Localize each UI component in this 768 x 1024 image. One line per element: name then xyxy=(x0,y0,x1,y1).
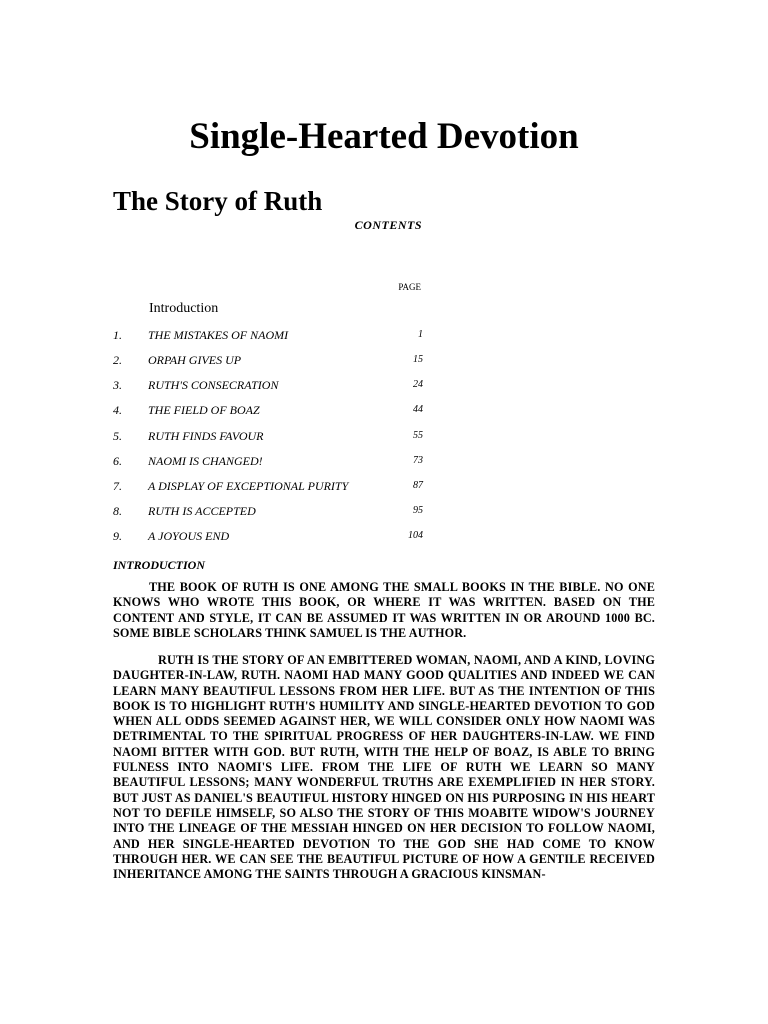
contents-heading: CONTENTS xyxy=(354,218,422,232)
toc-number: 5. xyxy=(113,429,122,443)
toc-page-number: 73 xyxy=(413,455,423,466)
toc-row xyxy=(113,402,423,418)
toc-row xyxy=(113,377,423,393)
toc-title: A DISPLAY OF EXCEPTIONAL PURITY xyxy=(148,479,349,493)
toc-title: NAOMI IS CHANGED! xyxy=(148,454,263,468)
toc-title: THE FIELD OF BOAZ xyxy=(148,403,260,417)
toc-number: 6. xyxy=(113,454,122,468)
introduction-paragraph: RUTH IS THE STORY OF AN EMBITTERED WOMAN, NAOMI, AND A KIND, LOVING DAUGHTER-IN-LAW, RUTH. NAOMI HAD MANY GOOD QUALITIES AND INDEED WE CAN LEARN MANY BEAUTIFUL LESSONS FROM HER LIFE. BUT AS THE INTENTION OF THIS BOOK IS TO HIGHLIGHT RUTH'S HUMILITY AND SINGLE-HEARTED DEVOTION TO GOD WHEN ALL ODDS SEEMED AGAINST HER, WE WILL CONSIDER ONLY HOW NAOMI WAS DETRIMENTAL TO THE SPIRITUAL PROGRESS OF HER DAUGHTERS-IN-LAW. WE FIND NAOMI BITTER WITH GOD. BUT RUTH, WITH THE HELP OF BOAZ, IS ABLE TO BRING FULNESS INTO NAOMI'S LIFE. FROM THE LIFE OF RUTH WE LEARN SO MANY BEAUTIFUL LESSONS; MANY WONDERFUL TRUTHS ARE EXEMPLIFIED IN HER STORY. BUT JUST AS DANIEL'S BEAUTIFUL HISTORY HINGED ON HIS PURPOSING IN HIS HEART NOT TO DEFILE HIMSELF, SO ALSO THE STORY OF THIS MOABITE WIDOW'S JOURNEY INTO THE LINEAGE OF THE MESSIAH HINGED ON HER DECISION TO FOLLOW NAOMI, AND HER SINGLE-HEARTED DEVOTION TO THE GOD SHE HAD COME TO KNOW THROUGH HER. WE CAN SEE THE BEAUTIFUL PICTURE OF HOW A GENTILE RECEIVED INHERITANCE AMONG THE SAINTS THROUGH A GRACIOUS KINSMAN- xyxy=(113,653,655,882)
toc-number: 8. xyxy=(113,504,122,518)
toc-title: RUTH'S CONSECRATION xyxy=(148,378,279,392)
toc-number: 4. xyxy=(113,403,122,417)
toc-number: 7. xyxy=(113,479,122,493)
toc-title: ORPAH GIVES UP xyxy=(148,353,242,367)
toc-row xyxy=(113,327,423,343)
toc-page-number: 55 xyxy=(413,430,423,441)
toc-row xyxy=(113,453,423,469)
toc-title: RUTH IS ACCEPTED xyxy=(148,504,256,518)
toc-number: 1. xyxy=(113,328,122,342)
toc-title: A JOYOUS END xyxy=(148,529,230,543)
toc-row xyxy=(113,478,423,494)
toc-number: 2. xyxy=(113,353,122,367)
toc-title: RUTH FINDS FAVOUR xyxy=(148,429,264,443)
document-title: Single-Hearted Devotion xyxy=(189,116,579,157)
toc-page-column-label: PAGE xyxy=(398,282,421,292)
toc-page-number: 24 xyxy=(413,379,423,390)
toc-row xyxy=(113,428,423,444)
toc-page-number: 44 xyxy=(413,404,423,415)
toc-page-number: 104 xyxy=(408,530,423,541)
toc-title: THE MISTAKES OF NAOMI xyxy=(148,328,289,342)
introduction-paragraph: THE BOOK OF RUTH IS ONE AMONG THE SMALL BOOKS IN THE BIBLE. NO ONE KNOWS WHO WROTE THIS BOOK, OR WHERE IT WAS WRITTEN. BASED ON THE CONTENT AND STYLE, IT CAN BE ASSUMED IT WAS WRITTEN IN OR AROUND 1000 BC. SOME BIBLE SCHOLARS THINK SAMUEL IS THE AUTHOR. xyxy=(113,580,655,640)
toc-page-number: 15 xyxy=(413,354,423,365)
toc-row xyxy=(113,528,423,544)
toc-number: 9. xyxy=(113,529,122,543)
toc-introduction-entry: Introduction xyxy=(149,301,219,316)
document-subtitle: The Story of Ruth xyxy=(113,186,323,216)
toc-page-number: 95 xyxy=(413,505,423,516)
toc-page-number: 1 xyxy=(418,329,423,340)
toc-number: 3. xyxy=(113,378,122,392)
introduction-heading: INTRODUCTION xyxy=(113,558,206,572)
toc-row xyxy=(113,503,423,519)
toc-row xyxy=(113,352,423,368)
toc-page-number: 87 xyxy=(413,480,423,491)
